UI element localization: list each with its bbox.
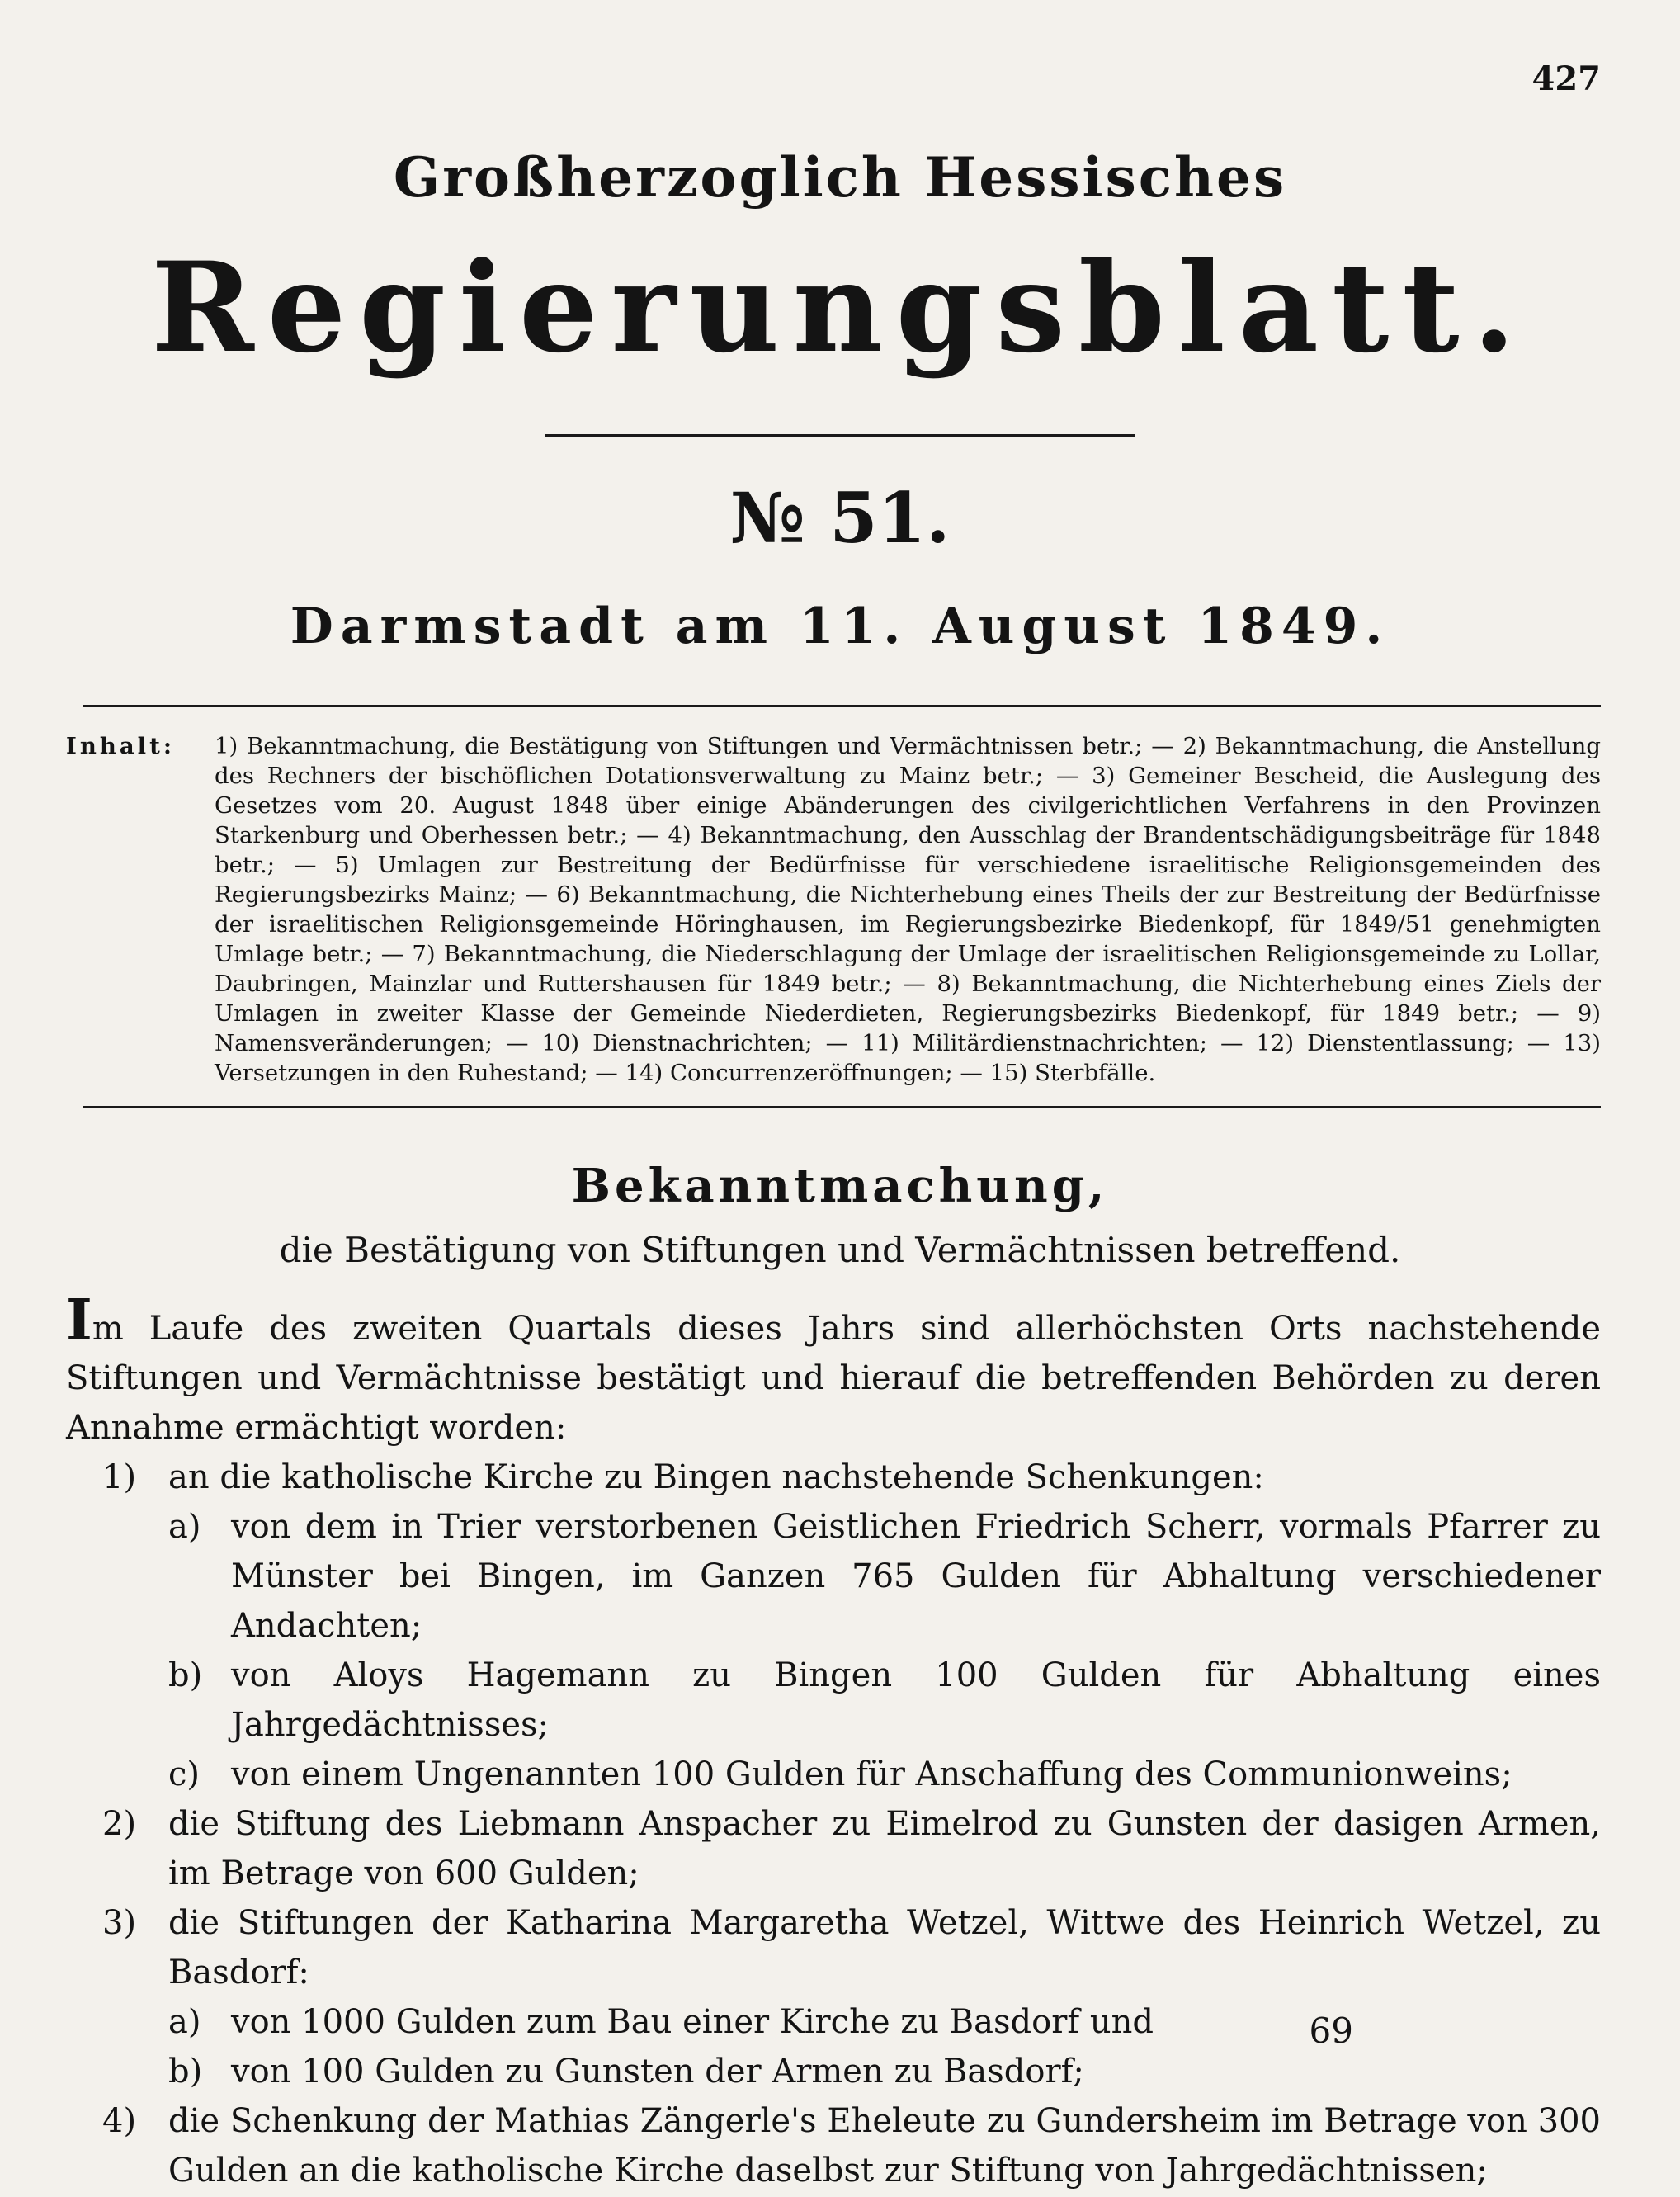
contents-text: 1) Bekanntmachung, die Bestätigung von Stiftungen und Vermächtnissen betr.; — 2) Bekanntmachung, die Anstellung des Rechners der bischöflichen Dotationsverwaltung zu Mainz betr.; — 3) Gemeiner Bescheid, die Auslegung des Gesetzes vom 20. August 1848 über einige Abänderungen des civilgerichtlichen Verfahrens in den Provinzen Starkenburg und Oberhessen betr.; — 4) Bekanntmachung, den Ausschlag der Brandentschädigungsbeiträge für 1848 betr.; — 5) Umlagen zur Bestreitung der Bedürfnisse für verschiedene israelitische Religionsgemeinden des Regierungsbezirks Mainz; — 6) Bekanntmachung, die Nichterhebung eines Theils der zur Bestreitung der Bedürfnisse der israelitischen Religionsgemeinde Höringhausen, im Regierungsbezirke Biedenkopf, für 1849/51 genehmigten Umlage betr.; — 7) Bekanntmachung, die Niederschlagung der Umlage der israelitischen Religionsgemeinde zu Lollar, Daubringen, Mainzlar und Ruttershausen für 1849 betr.; — 8) Bekanntmachung, die Nichterhebung eines Ziels der Umlagen in zweiter Klasse der Gemeinde Niederdieten, Regierungsbezirks Biedenkopf, für 1849 betr.; — 9) Namensveränderungen; — 10) Dienstnachrichten; — 11) Militärdienstnachrichten; — 12) Dienstentlassung; — 13) Versetzungen in den Ruhestand; — 14) Concurrenzeröffnungen; — 15) Sterbfälle.: [215, 733, 1601, 1086]
list-marker: 4): [102, 2102, 137, 2140]
masthead-superscription: Großherzoglich Hessisches: [393, 145, 1287, 210]
issue-date: Darmstadt am 11. August 1849.: [290, 598, 1390, 655]
list-item-text: die Stiftung des Liebmann Anspacher zu Eimelrod zu Gunsten der dasigen Armen, im Betrage von 600 Gulden;: [168, 1805, 1601, 1892]
list-item-text: die Stiftungen der Katharina Margaretha Wetzel, Wittwe des Heinrich Wetzel, zu Basdorf:: [168, 1904, 1601, 1991]
list-item-text: die Schenkung der Mathias Zängerle's Eheleute zu Gundersheim im Betrage von 300 Gulden an die katholische Kirche daselbst zur Stiftung von Jahrgedächtnissen;: [168, 2102, 1601, 2190]
list-item-text: von 100 Gulden zu Gunsten der Armen zu Basdorf;: [231, 2053, 1084, 2091]
intro-paragraph: [66, 1287, 1601, 1453]
list-marker: b): [168, 1656, 203, 1694]
list-item: [66, 1750, 1601, 1799]
drop-cap: I: [66, 1287, 92, 1354]
list-marker: b): [168, 2053, 203, 2091]
list-item: [66, 1453, 1601, 1502]
list-marker: a): [168, 1508, 201, 1546]
list-item: [66, 1898, 1601, 1997]
notice-subtitle: die Bestätigung von Stiftungen und Vermächtnissen betreffend.: [279, 1230, 1401, 1270]
contents-bottom-rule: [83, 1106, 1601, 1108]
title-rule: [545, 434, 1135, 437]
list-marker: 1): [102, 1458, 137, 1496]
list-item: [66, 2047, 1601, 2096]
notice-body: [66, 1287, 1601, 2195]
list-item: [66, 1651, 1601, 1750]
masthead-title: Regierungsblatt.: [151, 235, 1529, 380]
list-item-text: von dem in Trier verstorbenen Geistlichen Friedrich Scherr, vormals Pfarrer zu Münster bei Bingen, im Ganzen 765 Gulden für Abhaltung verschiedener Andachten;: [231, 1508, 1601, 1645]
signature-number: 69: [1309, 2010, 1353, 2051]
list-marker: 3): [102, 1904, 137, 1942]
contents-label: Inhalt:: [66, 733, 175, 759]
list-item: [66, 2096, 1601, 2195]
notice-title: Bekanntmachung,: [571, 1159, 1109, 1213]
contents-top-rule: [83, 705, 1601, 707]
list-marker: a): [168, 2003, 201, 2041]
list-item: [66, 1502, 1601, 1651]
issue-number: № 51.: [729, 477, 951, 559]
page-number: 427: [1531, 59, 1601, 98]
intro-text: m Laufe des zweiten Quartals dieses Jahrs sind allerhöchsten Orts nachstehende Stiftungen und Vermächtnisse bestätigt und hierauf die betreffenden Behörden zu deren Annahme ermächtigt worden:: [66, 1310, 1601, 1447]
list-item-text: von einem Ungenannten 100 Gulden für Anschaffung des Communionweins;: [231, 1755, 1512, 1793]
list-marker: 2): [102, 1805, 137, 1843]
list-item-text: von 1000 Gulden zum Bau einer Kirche zu Basdorf und: [231, 2003, 1154, 2041]
list-item-text: von Aloys Hagemann zu Bingen 100 Gulden für Abhaltung eines Jahrgedächtnisses;: [231, 1656, 1601, 1744]
list-item-text: an die katholische Kirche zu Bingen nachstehende Schenkungen:: [168, 1458, 1264, 1496]
list-marker: c): [168, 1755, 201, 1793]
list-item: [66, 1799, 1601, 1898]
list-item: [66, 1997, 1601, 2047]
